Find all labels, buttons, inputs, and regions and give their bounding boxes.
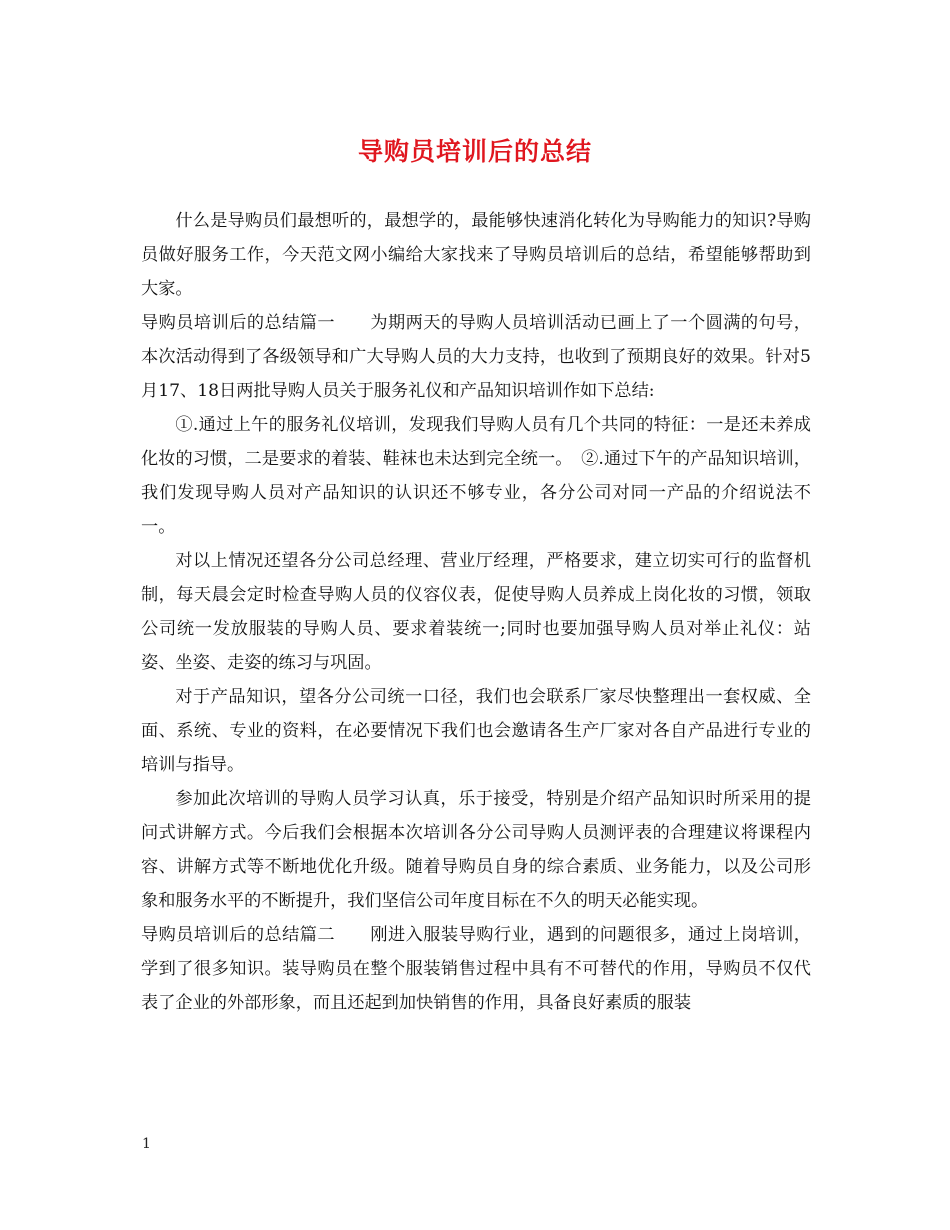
paragraph-text: 为期两天的导购人员培训活动已画上了一个圆满的句号，本次活动得到了各级领导和广大导购人员的大力支持，也收到了预期良好的效果。针对5月17、18日两批导购人员关于服务礼仪和产品知识培训作如下总结: bbox=[141, 313, 811, 401]
paragraph-text: 对以上情况还望各分公司总经理、营业厅经理，严格要求，建立切实可行的监督机制，每天晨会定时检查导购人员的仪容仪表，促使导购人员养成上岗化妆的习惯，领取公司统一发放服装的导购人员、要求着装统一;同时也要加强导购人员对举止礼仪：站姿、坐姿、走姿的练习与巩固。 bbox=[141, 551, 811, 673]
section-heading: 导购员培训后的总结篇一 bbox=[141, 313, 336, 333]
findings-paragraph bbox=[141, 408, 811, 544]
paragraph-text: ①.通过上午的服务礼仪培训，发现我们导购人员有几个共同的特征：一是还未养成化妆的习惯，二是要求的着装、鞋袜也未达到完全统一。 ②.通过下午的产品知识培训，我们发现导购人员对产品知识的认识还不够专业，各分公司对同一产品的介绍说法不一。 bbox=[141, 415, 811, 537]
paragraph-text: 什么是导购员们最想听的，最想学的，最能够快速消化转化为导购能力的知识?导购员做好服务工作，今天范文网小编给大家找来了导购员培训后的总结，希望能够帮助到大家。 bbox=[141, 211, 811, 299]
conclusion-paragraph bbox=[141, 782, 811, 918]
intro-paragraph bbox=[141, 204, 811, 306]
section-heading: 导购员培训后的总结篇二 bbox=[141, 925, 336, 945]
paragraph-text: 对于产品知识，望各分公司统一口径，我们也会联系厂家尽快整理出一套权威、全面、系统、专业的资料，在必要情况下我们也会邀请各生产厂家对各自产品进行专业的培训与指导。 bbox=[141, 687, 811, 775]
product-knowledge-paragraph bbox=[141, 680, 811, 782]
requirements-paragraph bbox=[141, 544, 811, 680]
document-body bbox=[141, 204, 811, 1020]
page-number: 1 bbox=[142, 1136, 151, 1152]
paragraph-text: 参加此次培训的导购人员学习认真，乐于接受，特别是介绍产品知识时所采用的提问式讲解方式。今后我们会根据本次培训各分公司导购人员测评表的合理建议将课程内容、讲解方式等不断地优化升级。随着导购员自身的综合素质、业务能力，以及公司形象和服务水平的不断提升，我们坚信公司年度目标在不久的明天必能实现。 bbox=[141, 789, 811, 911]
section-one-paragraph bbox=[141, 306, 811, 408]
paragraph-text: 刚进入服装导购行业，遇到的问题很多，通过上岗培训，学到了很多知识。装导购员在整个服装销售过程中具有不可替代的作用，导购员不仅代表了企业的外部形象，而且还起到加快销售的作用，具备良好素质的服装 bbox=[141, 925, 811, 1013]
section-two-paragraph bbox=[141, 918, 811, 1020]
document-title: 导购员培训后的总结 bbox=[357, 137, 592, 166]
